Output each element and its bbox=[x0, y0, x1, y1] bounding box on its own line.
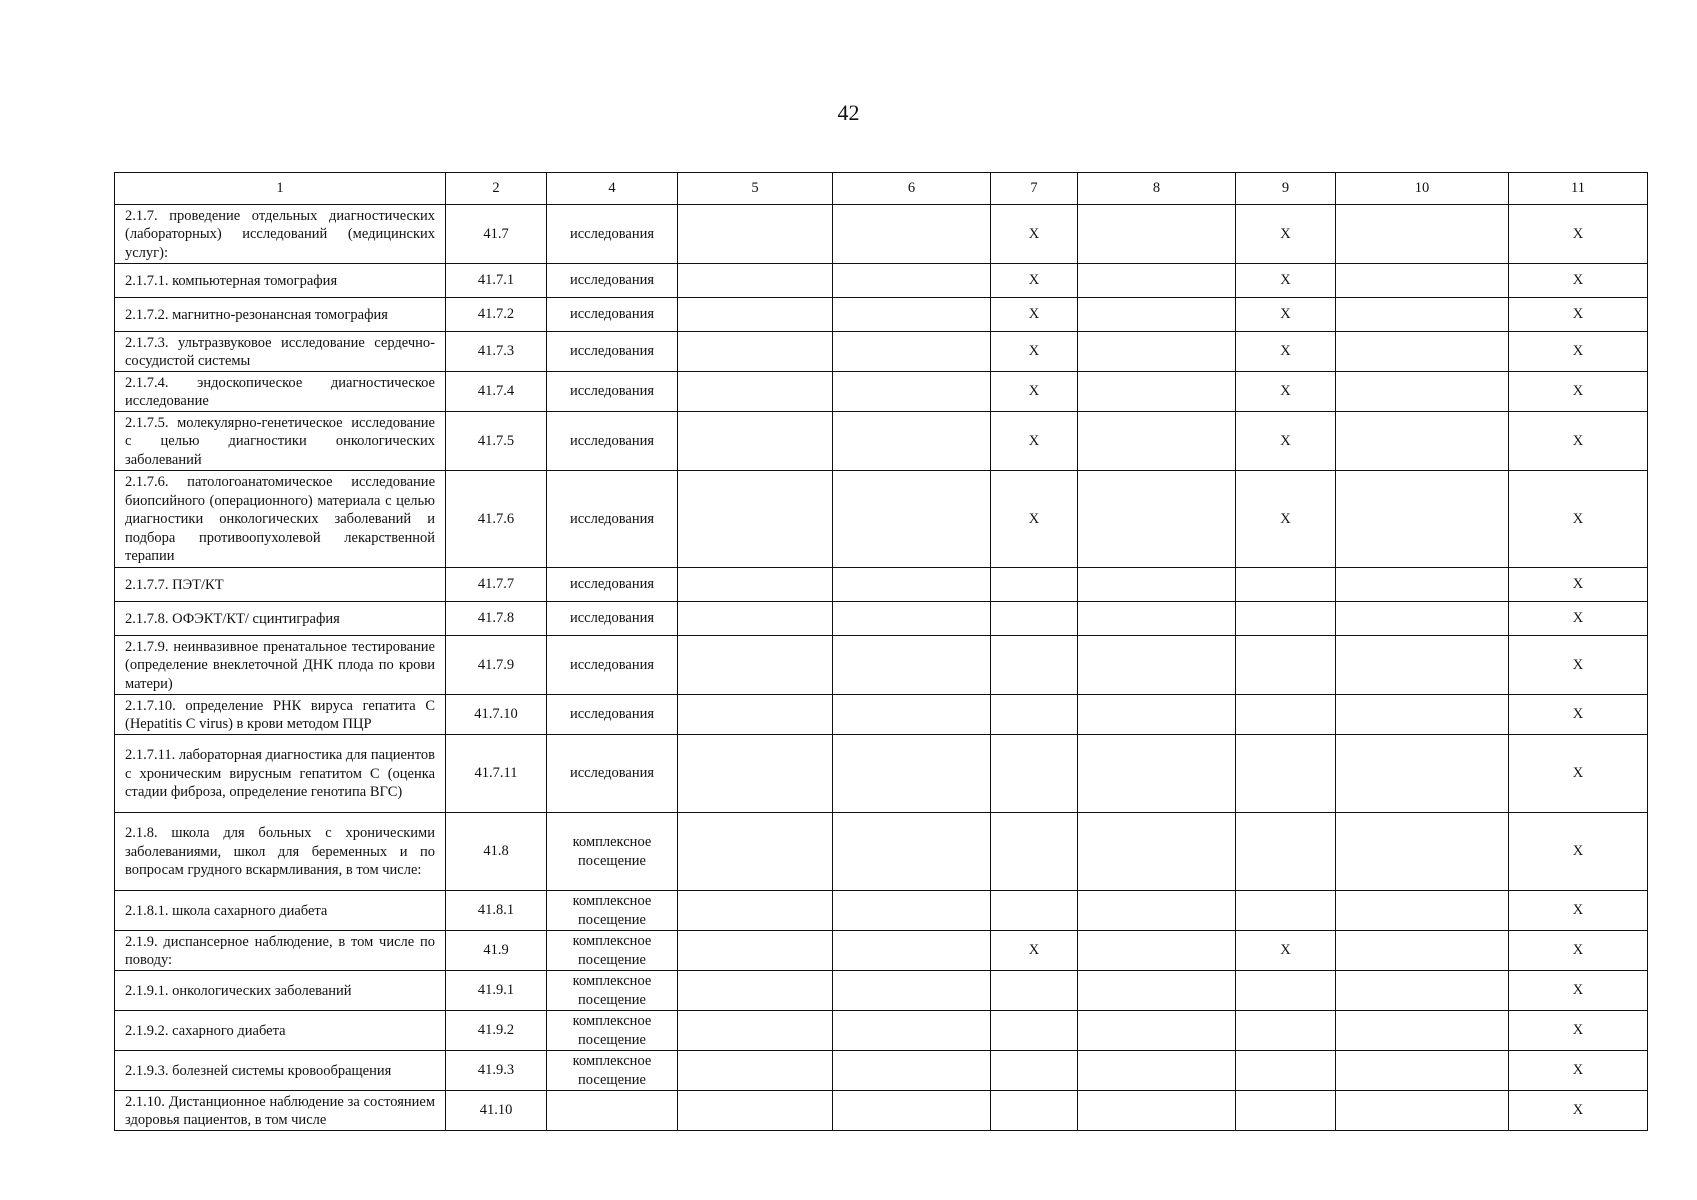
row-name-cell: 2.1.7. проведение отдельных диагностических (лабораторных) исследований (медицинских услуг): bbox=[115, 205, 446, 264]
row-col-7-cell bbox=[991, 1011, 1078, 1051]
row-code-cell: 41.8.1 bbox=[446, 891, 547, 931]
row-col-6-cell bbox=[833, 813, 991, 891]
row-col-10-cell bbox=[1336, 568, 1509, 602]
row-col-8-cell bbox=[1078, 695, 1236, 735]
row-col-7-cell bbox=[991, 1051, 1078, 1091]
row-unit-cell: комплексное посещение bbox=[547, 931, 678, 971]
row-name-cell: 2.1.7.3. ультразвуковое исследование сердечно-сосудистой системы bbox=[115, 332, 446, 372]
row-col-6-cell bbox=[833, 636, 991, 695]
row-code-cell: 41.7.10 bbox=[446, 695, 547, 735]
row-code-cell: 41.8 bbox=[446, 813, 547, 891]
row-col-9-cell bbox=[1236, 735, 1336, 813]
row-col-9-cell: X bbox=[1236, 264, 1336, 298]
row-col-11-cell: X bbox=[1509, 971, 1648, 1011]
row-col-9-cell: X bbox=[1236, 471, 1336, 568]
row-unit-cell: исследования bbox=[547, 372, 678, 412]
row-col-6-cell bbox=[833, 602, 991, 636]
table-row bbox=[115, 298, 1648, 332]
row-col-8-cell bbox=[1078, 568, 1236, 602]
row-col-5-cell bbox=[678, 813, 833, 891]
row-col-5-cell bbox=[678, 931, 833, 971]
row-col-7-cell bbox=[991, 602, 1078, 636]
row-col-5-cell bbox=[678, 264, 833, 298]
row-name-cell: 2.1.8. школа для больных с хроническими заболеваниями, школ для беременных и по вопросам грудного вскармливания, в том числе: bbox=[115, 813, 446, 891]
row-name-cell: 2.1.7.11. лабораторная диагностика для пациентов с хроническим вирусным гепатитом С (оценка стадии фиброза, определение генотипа ВГС) bbox=[115, 735, 446, 813]
row-col-8-cell bbox=[1078, 636, 1236, 695]
page-number: 42 bbox=[837, 100, 860, 125]
row-unit-cell: комплексное посещение bbox=[547, 891, 678, 931]
row-col-10-cell bbox=[1336, 971, 1509, 1011]
row-col-5-cell bbox=[678, 695, 833, 735]
row-col-5-cell bbox=[678, 891, 833, 931]
row-code-cell: 41.7.11 bbox=[446, 735, 547, 813]
row-col-9-cell bbox=[1236, 1011, 1336, 1051]
row-col-7-cell: X bbox=[991, 298, 1078, 332]
table-row bbox=[115, 891, 1648, 931]
row-col-9-cell bbox=[1236, 695, 1336, 735]
row-col-9-cell bbox=[1236, 891, 1336, 931]
row-name-cell: 2.1.9.3. болезней системы кровообращения bbox=[115, 1051, 446, 1091]
row-unit-cell: комплексное посещение bbox=[547, 1051, 678, 1091]
table-row bbox=[115, 931, 1648, 971]
row-col-7-cell: X bbox=[991, 931, 1078, 971]
header-cell: 8 bbox=[1078, 173, 1236, 205]
row-col-5-cell bbox=[678, 1091, 833, 1131]
row-col-5-cell bbox=[678, 602, 833, 636]
row-col-7-cell: X bbox=[991, 372, 1078, 412]
row-col-8-cell bbox=[1078, 813, 1236, 891]
row-col-10-cell bbox=[1336, 471, 1509, 568]
row-unit-cell: исследования bbox=[547, 636, 678, 695]
row-name-cell: 2.1.7.6. патологоанатомическое исследование биопсийного (операционного) материала с целью диагностики онкологических заболеваний и подбора противоопухолевой лекарственной терапии bbox=[115, 471, 446, 568]
row-name-cell: 2.1.7.1. компьютерная томография bbox=[115, 264, 446, 298]
row-code-cell: 41.7 bbox=[446, 205, 547, 264]
table-row bbox=[115, 412, 1648, 471]
row-col-7-cell: X bbox=[991, 264, 1078, 298]
row-col-7-cell bbox=[991, 813, 1078, 891]
row-col-11-cell: X bbox=[1509, 264, 1648, 298]
row-unit-cell: исследования bbox=[547, 412, 678, 471]
row-col-9-cell: X bbox=[1236, 412, 1336, 471]
row-unit-cell: исследования bbox=[547, 735, 678, 813]
row-col-11-cell: X bbox=[1509, 602, 1648, 636]
table-row bbox=[115, 264, 1648, 298]
row-col-10-cell bbox=[1336, 735, 1509, 813]
table-row bbox=[115, 602, 1648, 636]
row-name-cell: 2.1.8.1. школа сахарного диабета bbox=[115, 891, 446, 931]
row-col-11-cell: X bbox=[1509, 471, 1648, 568]
row-col-5-cell bbox=[678, 332, 833, 372]
table-row bbox=[115, 332, 1648, 372]
row-col-6-cell bbox=[833, 1091, 991, 1131]
row-name-cell: 2.1.7.7. ПЭТ/КТ bbox=[115, 568, 446, 602]
table-row bbox=[115, 1091, 1648, 1131]
header-cell: 9 bbox=[1236, 173, 1336, 205]
header-cell: 1 bbox=[115, 173, 446, 205]
row-code-cell: 41.7.1 bbox=[446, 264, 547, 298]
row-code-cell: 41.9 bbox=[446, 931, 547, 971]
row-col-8-cell bbox=[1078, 264, 1236, 298]
row-col-8-cell bbox=[1078, 891, 1236, 931]
row-col-11-cell: X bbox=[1509, 636, 1648, 695]
row-unit-cell: исследования bbox=[547, 264, 678, 298]
row-code-cell: 41.9.2 bbox=[446, 1011, 547, 1051]
row-unit-cell: исследования bbox=[547, 298, 678, 332]
table-row bbox=[115, 695, 1648, 735]
row-col-10-cell bbox=[1336, 205, 1509, 264]
row-col-10-cell bbox=[1336, 372, 1509, 412]
row-col-7-cell bbox=[991, 636, 1078, 695]
row-col-11-cell: X bbox=[1509, 372, 1648, 412]
table-row bbox=[115, 372, 1648, 412]
row-col-7-cell bbox=[991, 1091, 1078, 1131]
row-name-cell: 2.1.9.2. сахарного диабета bbox=[115, 1011, 446, 1051]
row-code-cell: 41.7.8 bbox=[446, 602, 547, 636]
row-unit-cell: комплексное посещение bbox=[547, 813, 678, 891]
row-col-7-cell bbox=[991, 891, 1078, 931]
row-col-8-cell bbox=[1078, 298, 1236, 332]
row-unit-cell: исследования bbox=[547, 332, 678, 372]
row-code-cell: 41.9.1 bbox=[446, 971, 547, 1011]
row-code-cell: 41.9.3 bbox=[446, 1051, 547, 1091]
table-header-row bbox=[115, 173, 1648, 205]
row-col-9-cell bbox=[1236, 602, 1336, 636]
row-col-10-cell bbox=[1336, 602, 1509, 636]
row-col-9-cell bbox=[1236, 1051, 1336, 1091]
header-cell: 5 bbox=[678, 173, 833, 205]
table-row bbox=[115, 568, 1648, 602]
row-col-5-cell bbox=[678, 412, 833, 471]
row-col-8-cell bbox=[1078, 602, 1236, 636]
row-code-cell: 41.7.4 bbox=[446, 372, 547, 412]
table-row bbox=[115, 735, 1648, 813]
row-col-6-cell bbox=[833, 735, 991, 813]
row-col-6-cell bbox=[833, 1051, 991, 1091]
row-col-10-cell bbox=[1336, 695, 1509, 735]
row-col-10-cell bbox=[1336, 1011, 1509, 1051]
row-col-10-cell bbox=[1336, 931, 1509, 971]
row-col-10-cell bbox=[1336, 813, 1509, 891]
row-col-6-cell bbox=[833, 372, 991, 412]
row-col-9-cell bbox=[1236, 636, 1336, 695]
row-col-11-cell: X bbox=[1509, 931, 1648, 971]
row-col-8-cell bbox=[1078, 1011, 1236, 1051]
row-col-6-cell bbox=[833, 971, 991, 1011]
row-col-8-cell bbox=[1078, 971, 1236, 1011]
row-name-cell: 2.1.10. Дистанционное наблюдение за состоянием здоровья пациентов, в том числе bbox=[115, 1091, 446, 1131]
row-col-8-cell bbox=[1078, 1051, 1236, 1091]
row-col-6-cell bbox=[833, 298, 991, 332]
row-col-11-cell: X bbox=[1509, 412, 1648, 471]
row-col-7-cell bbox=[991, 695, 1078, 735]
row-col-7-cell: X bbox=[991, 205, 1078, 264]
row-col-11-cell: X bbox=[1509, 695, 1648, 735]
row-col-5-cell bbox=[678, 205, 833, 264]
row-col-11-cell: X bbox=[1509, 1011, 1648, 1051]
row-col-11-cell: X bbox=[1509, 735, 1648, 813]
row-col-10-cell bbox=[1336, 1091, 1509, 1131]
row-col-10-cell bbox=[1336, 412, 1509, 471]
row-col-8-cell bbox=[1078, 735, 1236, 813]
row-col-5-cell bbox=[678, 471, 833, 568]
row-col-11-cell: X bbox=[1509, 1051, 1648, 1091]
row-col-9-cell: X bbox=[1236, 332, 1336, 372]
row-col-11-cell: X bbox=[1509, 298, 1648, 332]
row-col-10-cell bbox=[1336, 1051, 1509, 1091]
row-col-6-cell bbox=[833, 931, 991, 971]
row-col-5-cell bbox=[678, 735, 833, 813]
row-unit-cell: исследования bbox=[547, 205, 678, 264]
table-row bbox=[115, 471, 1648, 568]
row-col-11-cell: X bbox=[1509, 813, 1648, 891]
row-col-6-cell bbox=[833, 332, 991, 372]
header-cell: 7 bbox=[991, 173, 1078, 205]
row-col-5-cell bbox=[678, 971, 833, 1011]
row-col-8-cell bbox=[1078, 1091, 1236, 1131]
row-col-6-cell bbox=[833, 568, 991, 602]
row-col-9-cell: X bbox=[1236, 205, 1336, 264]
row-col-8-cell bbox=[1078, 471, 1236, 568]
row-col-8-cell bbox=[1078, 412, 1236, 471]
row-col-6-cell bbox=[833, 205, 991, 264]
row-col-9-cell: X bbox=[1236, 372, 1336, 412]
row-col-10-cell bbox=[1336, 332, 1509, 372]
row-name-cell: 2.1.7.10. определение РНК вируса гепатита С (Hepatitis C virus) в крови методом ПЦР bbox=[115, 695, 446, 735]
row-col-11-cell: X bbox=[1509, 1091, 1648, 1131]
row-unit-cell: комплексное посещение bbox=[547, 971, 678, 1011]
row-col-10-cell bbox=[1336, 298, 1509, 332]
row-col-6-cell bbox=[833, 891, 991, 931]
header-cell: 11 bbox=[1509, 173, 1648, 205]
row-unit-cell: исследования bbox=[547, 602, 678, 636]
row-col-6-cell bbox=[833, 471, 991, 568]
table-row bbox=[115, 205, 1648, 264]
table-row bbox=[115, 971, 1648, 1011]
table-row bbox=[115, 636, 1648, 695]
row-code-cell: 41.7.9 bbox=[446, 636, 547, 695]
row-col-9-cell: X bbox=[1236, 298, 1336, 332]
row-col-10-cell bbox=[1336, 636, 1509, 695]
row-col-5-cell bbox=[678, 372, 833, 412]
table-row bbox=[115, 813, 1648, 891]
row-col-8-cell bbox=[1078, 332, 1236, 372]
row-name-cell: 2.1.7.2. магнитно-резонансная томография bbox=[115, 298, 446, 332]
row-col-5-cell bbox=[678, 568, 833, 602]
header-cell: 2 bbox=[446, 173, 547, 205]
row-col-5-cell bbox=[678, 1051, 833, 1091]
row-code-cell: 41.7.6 bbox=[446, 471, 547, 568]
row-unit-cell: исследования bbox=[547, 568, 678, 602]
row-name-cell: 2.1.7.4. эндоскопическое диагностическое исследование bbox=[115, 372, 446, 412]
table-row bbox=[115, 1051, 1648, 1091]
header-cell: 4 bbox=[547, 173, 678, 205]
row-col-10-cell bbox=[1336, 891, 1509, 931]
table-row bbox=[115, 1011, 1648, 1051]
row-col-6-cell bbox=[833, 264, 991, 298]
row-unit-cell: исследования bbox=[547, 695, 678, 735]
row-col-7-cell bbox=[991, 735, 1078, 813]
row-col-9-cell: X bbox=[1236, 931, 1336, 971]
row-name-cell: 2.1.9. диспансерное наблюдение, в том числе по поводу: bbox=[115, 931, 446, 971]
row-col-11-cell: X bbox=[1509, 205, 1648, 264]
row-code-cell: 41.7.5 bbox=[446, 412, 547, 471]
row-col-6-cell bbox=[833, 1011, 991, 1051]
row-col-8-cell bbox=[1078, 372, 1236, 412]
row-col-11-cell: X bbox=[1509, 891, 1648, 931]
row-col-11-cell: X bbox=[1509, 332, 1648, 372]
row-name-cell: 2.1.9.1. онкологических заболеваний bbox=[115, 971, 446, 1011]
row-col-5-cell bbox=[678, 298, 833, 332]
row-name-cell: 2.1.7.5. молекулярно-генетическое исследование с целью диагностики онкологических заболеваний bbox=[115, 412, 446, 471]
row-col-7-cell: X bbox=[991, 471, 1078, 568]
row-col-7-cell bbox=[991, 568, 1078, 602]
header-cell: 6 bbox=[833, 173, 991, 205]
row-col-11-cell: X bbox=[1509, 568, 1648, 602]
row-col-5-cell bbox=[678, 1011, 833, 1051]
row-col-6-cell bbox=[833, 412, 991, 471]
row-col-7-cell: X bbox=[991, 332, 1078, 372]
row-col-8-cell bbox=[1078, 205, 1236, 264]
row-name-cell: 2.1.7.8. ОФЭКТ/КТ/ сцинтиграфия bbox=[115, 602, 446, 636]
row-col-7-cell bbox=[991, 971, 1078, 1011]
row-code-cell: 41.10 bbox=[446, 1091, 547, 1131]
row-col-9-cell bbox=[1236, 1091, 1336, 1131]
row-col-5-cell bbox=[678, 636, 833, 695]
row-col-7-cell: X bbox=[991, 412, 1078, 471]
data-table bbox=[114, 172, 1648, 1131]
row-name-cell: 2.1.7.9. неинвазивное пренатальное тестирование (определение внеклеточной ДНК плода по крови матери) bbox=[115, 636, 446, 695]
row-col-6-cell bbox=[833, 695, 991, 735]
row-code-cell: 41.7.3 bbox=[446, 332, 547, 372]
row-col-8-cell bbox=[1078, 931, 1236, 971]
header-cell: 10 bbox=[1336, 173, 1509, 205]
row-code-cell: 41.7.2 bbox=[446, 298, 547, 332]
row-unit-cell: комплексное посещение bbox=[547, 1011, 678, 1051]
row-col-10-cell bbox=[1336, 264, 1509, 298]
row-col-9-cell bbox=[1236, 813, 1336, 891]
row-col-9-cell bbox=[1236, 568, 1336, 602]
row-code-cell: 41.7.7 bbox=[446, 568, 547, 602]
row-unit-cell: исследования bbox=[547, 471, 678, 568]
row-unit-cell bbox=[547, 1091, 678, 1131]
row-col-9-cell bbox=[1236, 971, 1336, 1011]
